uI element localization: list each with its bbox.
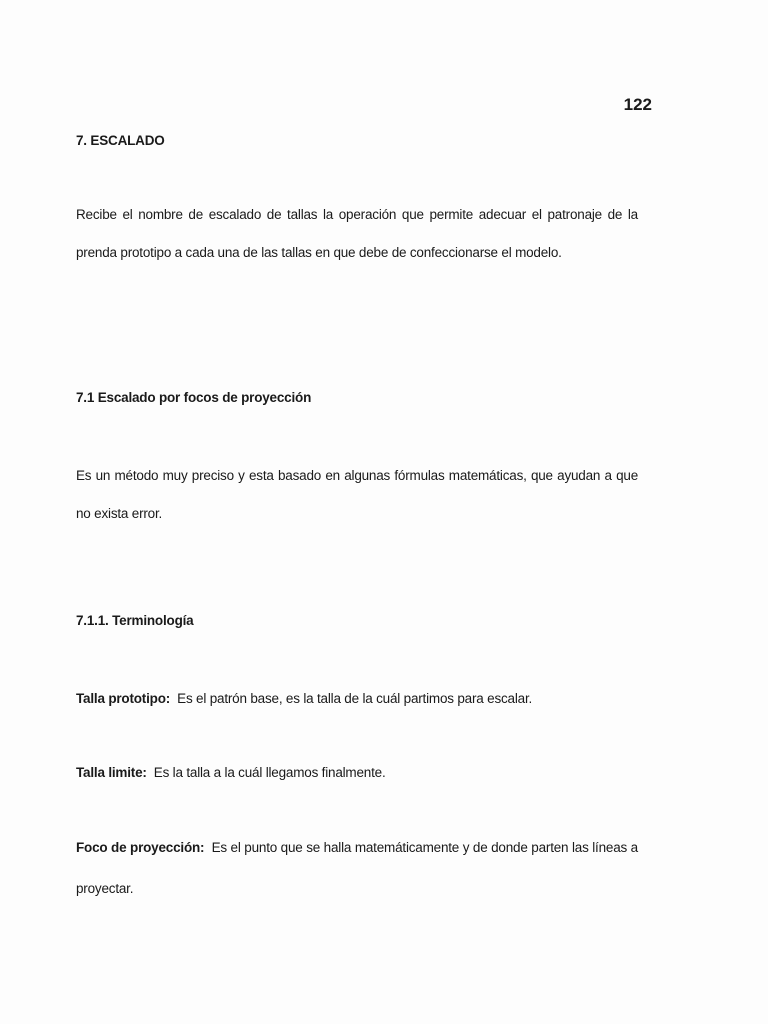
definition-talla-limite [76,752,638,793]
definition-text: Es el punto que se halla matemáticamente y de donde parten las líneas a proyectar. [76,840,638,896]
definition-term: Talla prototipo: [76,691,171,706]
definition-text: Es la talla a la cuál llegamos finalmente. [153,765,386,780]
terminology-heading: 7.1.1. Terminología [76,613,194,628]
definition-foco-proyeccion [76,827,638,909]
definition-term: Talla limite: [76,765,147,780]
method-paragraph: Es un método muy preciso y esta basado en algunas fórmulas matemáticas, que ayudan a que no exista error. [76,468,638,521]
subsection-heading: 7.1 Escalado por focos de proyección [76,390,312,405]
section-heading: 7. ESCALADO [76,133,165,148]
intro-paragraph: Recibe el nombre de escalado de tallas la operación que permite adecuar el patronaje de la prenda prototipo a cada una de las tallas en que debe de confeccionarse el modelo. [76,207,638,260]
definition-talla-prototipo [76,678,638,719]
definition-term: Foco de proyección: [76,840,205,855]
page-number: 122 [623,95,652,114]
definition-text: Es el patrón base, es la talla de la cuál partimos para escalar. [177,691,533,706]
